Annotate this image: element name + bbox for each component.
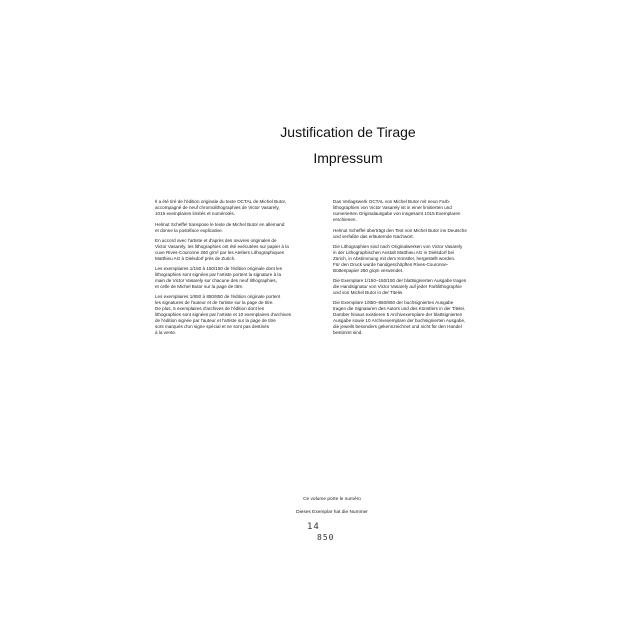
french-text-line: lithographies sont signées par l'artiste et 10 exemplaires d'archives bbox=[155, 312, 292, 318]
german-text-column bbox=[333, 199, 501, 340]
german-paragraph bbox=[333, 244, 501, 274]
german-text-line: Die Exemplare 1/850–850/850 der buchsignierten Ausgabe bbox=[333, 300, 454, 306]
german-text-line: erschienen. bbox=[333, 217, 357, 222]
german-text-line: lithographien von Victor Vasarely ist in einer limitierten und bbox=[333, 205, 452, 210]
german-text-line: Darüber hinaus existieren 5 Archivexemplare der blattsignierten bbox=[333, 312, 463, 318]
german-text-line: tragen die Signaturen des Autors und des Künstlers in der Titelei. bbox=[333, 306, 466, 312]
german-paragraph bbox=[333, 199, 501, 223]
german-paragraph bbox=[333, 228, 501, 240]
french-text-line: Victor Vasarely, les lithographies ont été exécutées sur papier à la bbox=[155, 243, 289, 249]
german-text-line: bestimmt sind. bbox=[333, 330, 363, 336]
german-text-line: Helmut Scheffel überträgt den Text von Michel Butor ins Deutsche bbox=[333, 227, 467, 233]
page-subtitle: Impressum bbox=[313, 150, 383, 166]
french-text-line: et celle de Michel Butor sur la page de titre. bbox=[155, 283, 244, 289]
french-text-line: De plus, 5 exemplaires d'archives de l'édition dont les bbox=[155, 306, 265, 312]
french-paragraph bbox=[155, 294, 323, 336]
french-text-line: En accord avec l'artiste et d'après des œuvres originales de bbox=[155, 237, 277, 243]
edition-total: 850 bbox=[317, 533, 335, 542]
french-text-line: accompagné de neuf chromolithographies de Victor Vasarely, bbox=[155, 205, 280, 210]
french-text-line: sont marqués d'un signe spécial et ne sont pas destinés bbox=[155, 324, 270, 330]
german-text-line: Die Exemplare 1/150–150/150 der blattsignierten Ausgabe tragen bbox=[333, 277, 467, 283]
german-text-line: Die Lithographien sind nach Originalwerken von Victor Vasarely bbox=[333, 243, 463, 249]
french-text-line: lithographies sont signées par l'artiste portent la signature à la bbox=[155, 271, 282, 277]
french-text-line: Les exemplaires 1/150 à 150/150 de l'édition originale dont les bbox=[155, 265, 283, 271]
french-text-line: à la vente. bbox=[155, 330, 177, 336]
copy-number: 14 bbox=[307, 522, 320, 532]
german-text-line: Ausgabe sowie 10 Archivexemplare der buchsignierten Ausgabe, bbox=[333, 318, 466, 324]
french-paragraph bbox=[155, 199, 323, 217]
volume-number-label-fr: Ce volume porte le numéro bbox=[303, 497, 361, 502]
german-text-line: und von Michel Butor in der Titelei. bbox=[333, 289, 404, 295]
french-text-line: de l'édition signée par l'auteur et l'artiste sur la page de titre bbox=[155, 318, 276, 324]
german-text-line: die jeweils besonders gekennzeichnet und nicht für den Handel bbox=[333, 324, 462, 330]
german-text-line: Für den Druck wurde handgeschöpftes Rives-Couronne- bbox=[333, 261, 449, 267]
french-paragraph bbox=[155, 266, 323, 290]
german-text-line: Das Verlagswerk OCTAL von Michel Butor mit neun Farb- bbox=[333, 199, 451, 204]
volume-number-label-de: Dieses Exemplar hat die Nummer bbox=[296, 510, 368, 515]
french-text-line: Les exemplaires 1/850 à 850/850 de l'édition originale portent bbox=[155, 294, 281, 300]
french-paragraph bbox=[155, 238, 323, 262]
german-text-line: in der Lithographischen Anstalt Matthieu AG in Dielsdorf bei bbox=[333, 249, 455, 255]
german-paragraph bbox=[333, 300, 501, 336]
french-text-column bbox=[155, 199, 323, 340]
french-text-line: cuve Rives-Couronne 260 g/m² par les Ateliers Lithographiques bbox=[155, 249, 284, 255]
french-text-line: Helmut Scheffel transpose le texte de Michel Butor en allemand bbox=[155, 221, 285, 227]
french-text-line: main de Victor Vasarely sur chacune des neuf lithographies, bbox=[155, 277, 277, 283]
french-text-line: Matthieu AG à Dielsdorf près de Zurich. bbox=[155, 255, 236, 261]
german-text-line: Büttenpapier 260 g/qm verwendet. bbox=[333, 267, 404, 273]
german-text-line: und verfaßte das erläuternde Nachwort. bbox=[333, 233, 414, 239]
german-text-line: Zürich, in Abstimmung mit dem Künstler, hergestellt worden. bbox=[333, 255, 456, 261]
french-text-line: 1015 exemplaires limités et numérotés. bbox=[155, 211, 235, 216]
french-text-line: les signatures de l'auteur et de l'artiste sur la page de titre. bbox=[155, 300, 274, 306]
french-paragraph bbox=[155, 222, 323, 234]
french-text-line: Il a été tiré de l'édition originale du texte OCTAL de Michel Butor, bbox=[155, 199, 287, 204]
german-text-line: numerierten Originalausgabe von insgesamt 1015 Exemplaren bbox=[333, 211, 461, 216]
german-paragraph bbox=[333, 278, 501, 296]
german-text-line: die Handsignatur von Victor Vasarely auf jeder Farblithographie bbox=[333, 283, 462, 289]
page-title: Justification de Tirage bbox=[280, 124, 416, 140]
french-text-line: et donne la postéface explicative. bbox=[155, 227, 223, 233]
